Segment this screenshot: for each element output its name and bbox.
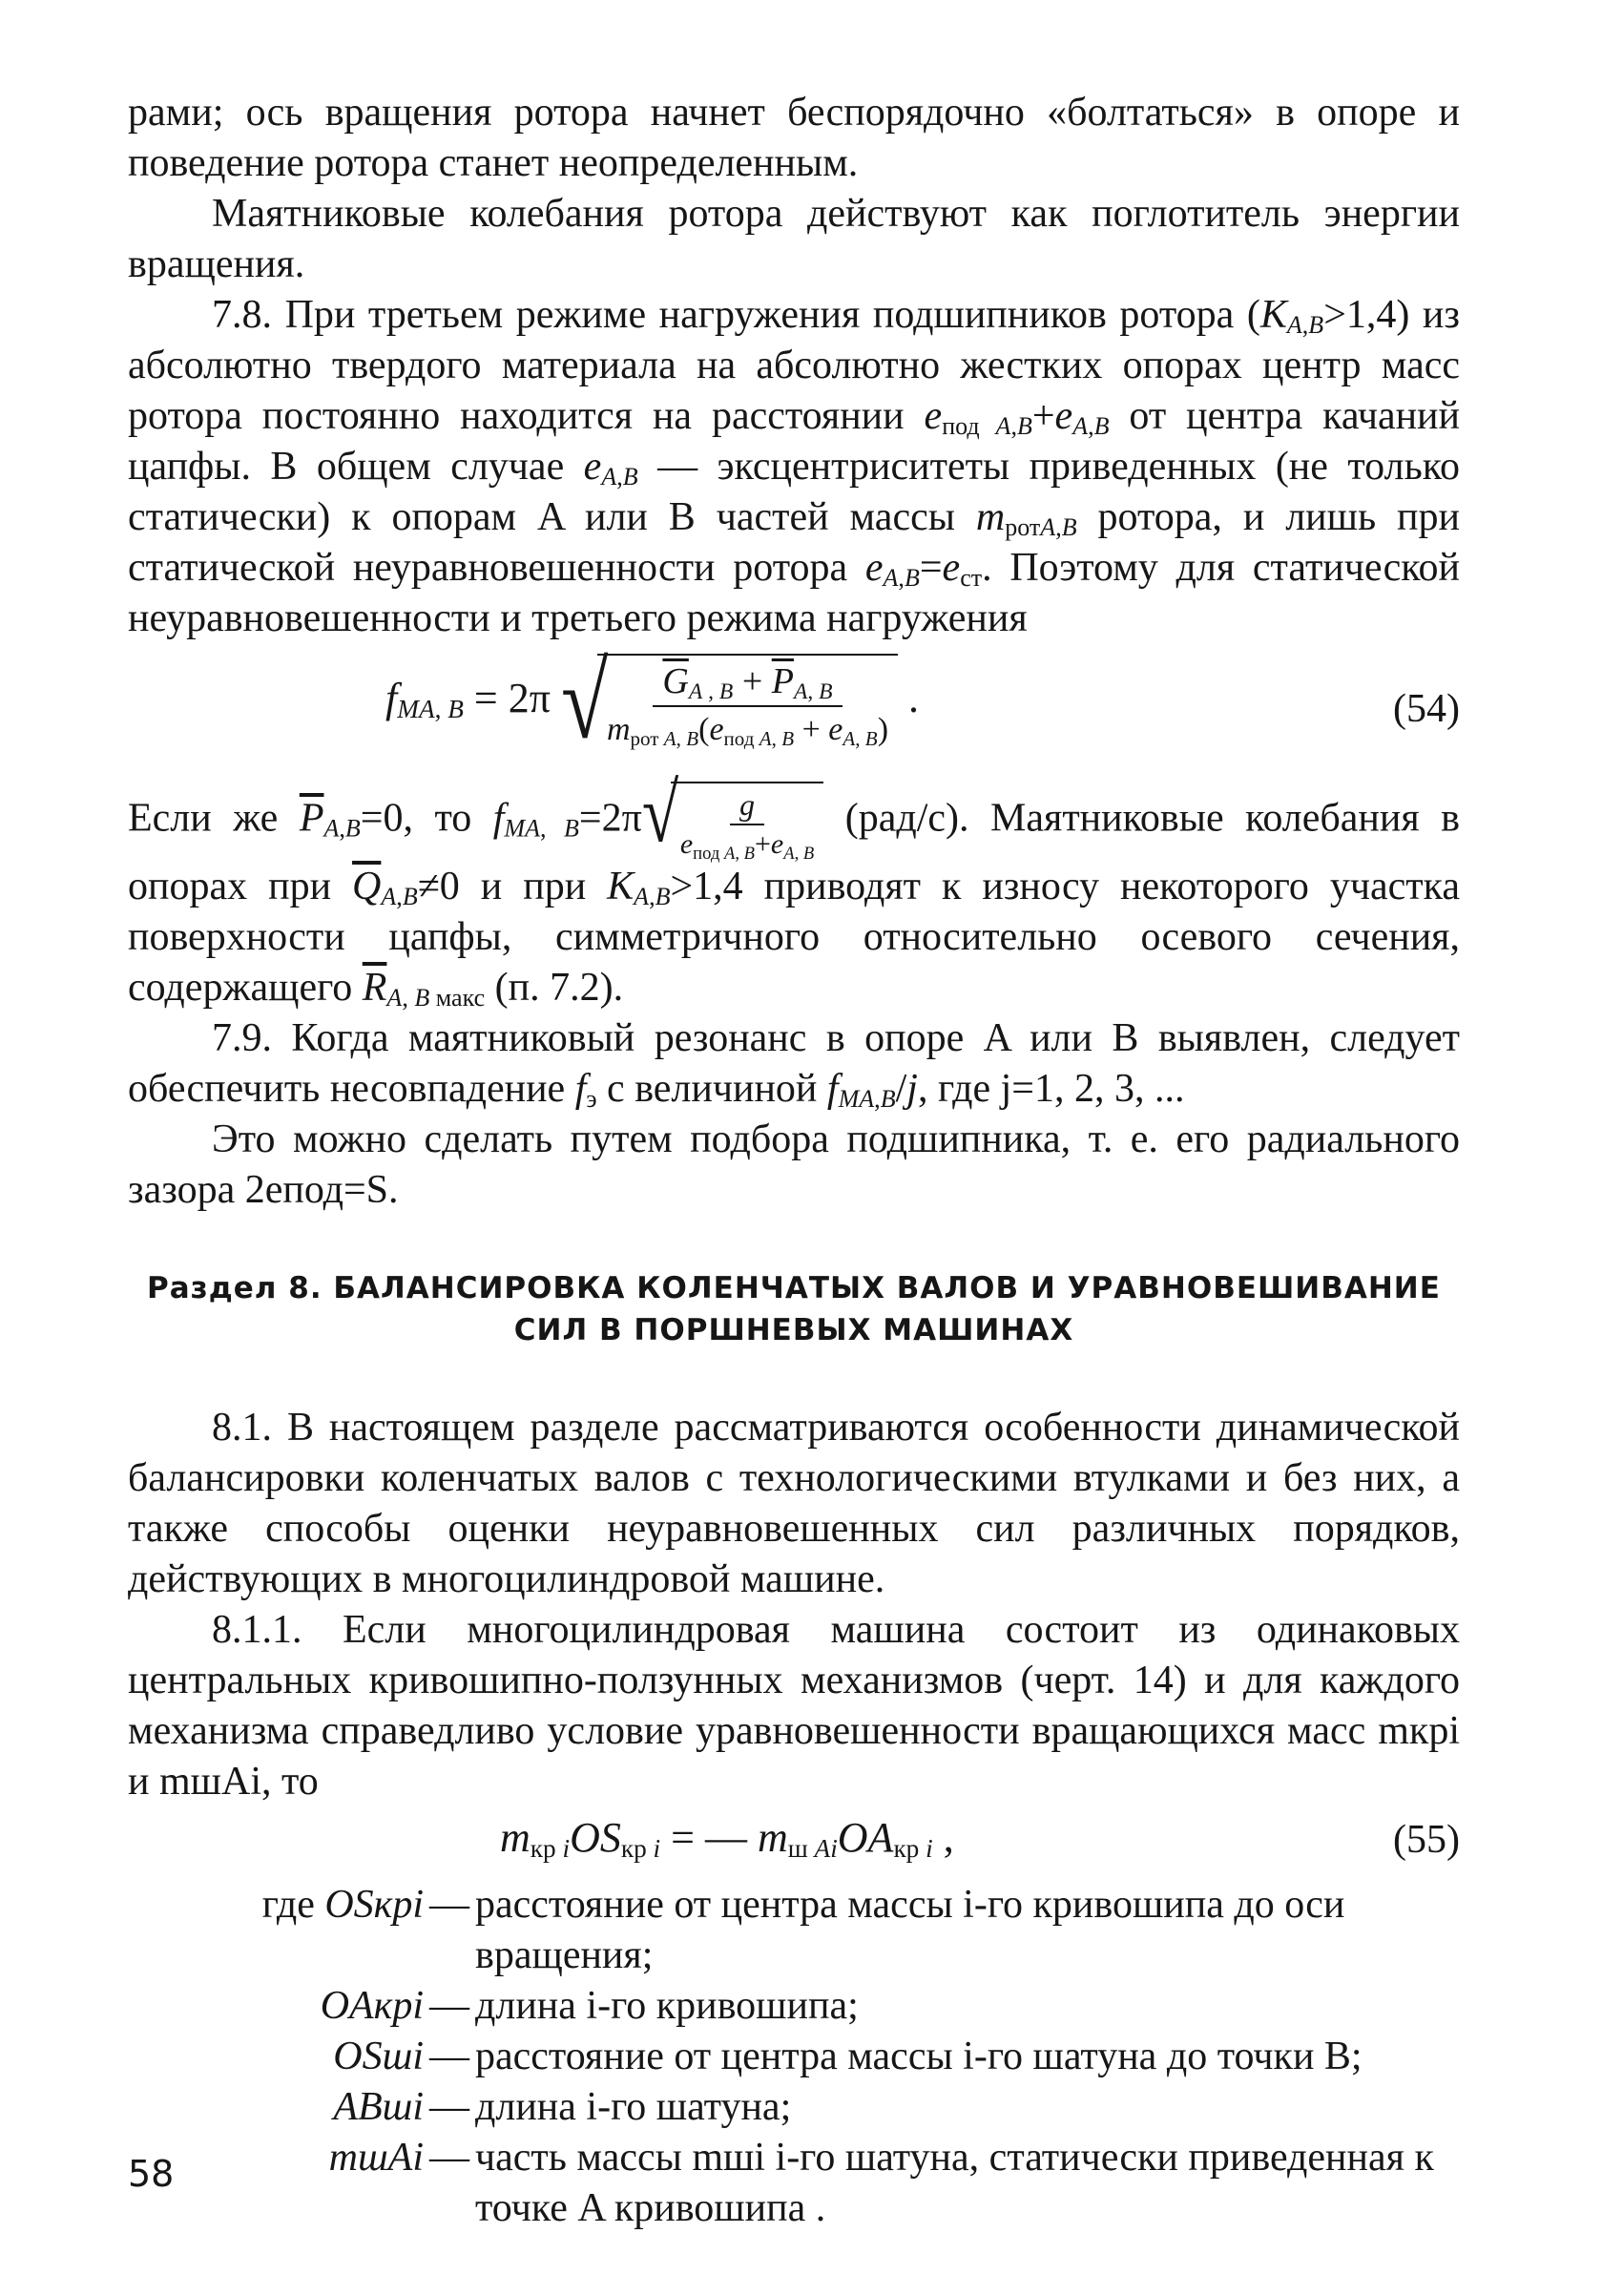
p5-part-a: 7.9. Когда маятниковый резонанс в опоре A или B выявлен, следует обеспечить несовпадение	[128, 1016, 1460, 1111]
definition-term: ABшi	[333, 2085, 424, 2129]
definition-row: где OSкрi — расстояние от центра массы i-го кривошипа до оси вращения;	[128, 1880, 1460, 1981]
definition-term: OAкрi	[320, 1984, 424, 2028]
sqrt-symbol: √ $\frac{G_{A , B} + \overline{P}_{A, B}}{m_{рот A, B}(e_{под A, B} + e_{A, B})}$	[561, 654, 898, 751]
definition-row: OAкрi — длина i-го кривошипа;	[128, 1981, 1460, 2032]
definition-text: расстояние от центра массы i-го кривошипа до оси вращения;	[475, 1883, 1345, 1977]
p3-part-c: от центра качаний цапфы. В общем случае	[128, 394, 1461, 489]
paragraph-bearing-selection: Это можно сделать путем подбора подшипника, т. е. его радиального зазора 2eпод=S.	[128, 1117, 1460, 1212]
p3-part-e: ротора, и лишь при статической неуравновешенности ротора	[128, 495, 1460, 590]
equation-55-number: (55)	[1393, 1818, 1460, 1862]
paragraph-pendulum-oscillations: Маятниковые колебания ротора действуют как поглотитель энергии вращения.	[128, 192, 1460, 286]
document-page	[128, 88, 1460, 2234]
definition-text: длина i-го кривошипа;	[475, 1984, 859, 2028]
paragraph-continuation: рами; ось вращения ротора начнет беспорядочно «болтаться» в опоре и поведение ротора станет неопределенным.	[128, 91, 1460, 185]
definition-row: ABшi — длина i-го шатуна;	[128, 2082, 1460, 2133]
p4-part-f: (п. 7.2).	[485, 966, 624, 1010]
definition-text: длина i-го шатуна;	[475, 2085, 792, 2129]
p3-part-a: 7.8. При третьем режиме нагружения подшипников ротора (	[212, 293, 1260, 337]
definition-text: часть массы mшi i-го шатуна, статически приведенная к точке A кривошипа .	[475, 2136, 1434, 2230]
definition-row: mшAi — часть массы mшi i-го шатуна, статически приведенная к точке A кривошипа .	[128, 2133, 1460, 2234]
definitions-list	[128, 1880, 1460, 2234]
p5-part-b: с величиной	[596, 1067, 827, 1111]
definition-term: mшAi	[328, 2136, 424, 2180]
paragraph-8-1-1: 8.1.1. Если многоцилиндровая машина состоит из одинаковых центральных кривошипно-ползунных механизмов (черт. 14) и для каждого механизма справедливо условие уравновешенности вращающихся масс mкрi и mшAi, то	[128, 1608, 1460, 1804]
paragraph-if-p-zero: Если же $\overline{P}_{A,B}=0$, то $f_{MA, B}=2\pi$ √ $\frac{g}{e_{под A, B}+e_{A, B}}$ (рад/с). Маятниковые колебания в опорах при $\overline{Q}_{A,B}\ne 0$ и при $K_{A,B}>1,4$ приводят к износу некоторого участка поверхности цапфы, симметричного относительно осевого сечения, содержащего $\overline{R}_{A, B макс}$ (п. 7.2).	[128, 768, 1461, 1012]
definition-row: OSшi — расстояние от центра массы i-го шатуна до точки B;	[128, 2032, 1460, 2082]
p4-part-b: =0, то	[360, 796, 493, 841]
p5-part-c: , где j=1, 2, 3, ...	[917, 1067, 1185, 1111]
definitions-intro: где	[261, 1883, 315, 1927]
section-heading-line1: Раздел 8. БАЛАНСИРОВКА КОЛЕНЧАТЫХ ВАЛОВ И УРАВНОВЕШИВАНИЕ	[147, 1271, 1441, 1305]
p4-part-d: ≠0 и при	[417, 865, 608, 908]
paragraph-8-1: 8.1. В настоящем разделе рассматриваются особенности динамической балансировки коленчатых валов с технологическими втулками и без них, а также способы оценки неуравновешенных сил различных порядков, действующих в многоцилиндровой машине.	[128, 1406, 1460, 1601]
p3-part-d: — эксцентриситеты приведенных (не только статически) к опорам A или B частей массы	[128, 445, 1460, 539]
page-number: 58	[128, 2153, 175, 2195]
definition-text: расстояние от центра массы i-го шатуна до точки B;	[475, 2035, 1363, 2078]
paragraph-7-9: 7.9. Когда маятниковый резонанс в опоре A или B выявлен, следует обеспечить несовпадение $f_э$ с величиной $f_{MA,B}/j$, где j=1, 2, 3, ...	[128, 1016, 1460, 1113]
p4-part-a: Если же	[128, 796, 300, 841]
p3-part-b: >1,4) из абсолютно твердого материала на абсолютно жестких опорах центр масс ротора постоянно находится на расстоянии	[128, 293, 1460, 438]
section-heading-line2: СИЛ В ПОРШНЕВЫХ МАШИНАХ	[513, 1313, 1074, 1347]
sqrt-symbol-inline: √ $\frac{g}{e_{под A, B}+e_{A, B}}$	[642, 782, 823, 862]
paragraph-7-8: 7.8. При третьем режиме нагружения подшипников ротора $(K_{A,B}>1,4)$ из абсолютно твердого материала на абсолютно жестких опорах центр масс ротора постоянно находится на расстоянии $e_{под A,B}+e_{A,B}$ от центра качаний цапфы. В общем случае $e_{A,B}$ — эксцентриситеты приведенных (не только статически) к опорам A или B частей массы $m_{ротA,B}$ ротора, и лишь при статической неуравновешенности ротора $e_{A,B}=e_{ст}$. Поэтому для статической неуравновешенности и третьего режима нагружения	[128, 293, 1461, 640]
equation-54: $f_{MA, B} = 2\pi$ √ $\frac{G_{A , B} + \overline{P}_{A, B}}{m_{рот A, B}(e_{под A, B} + e_{A, B})}$ . (54)	[385, 642, 1460, 762]
definition-term: OSкрi	[324, 1883, 424, 1927]
definition-term: OSшi	[333, 2035, 424, 2078]
p3-part-f: . Поэтому для статической неуравновешенности и третьего режима нагружения	[128, 546, 1460, 640]
equation-55: $m_{кр i}OS_{кр i}$ = — $m_{ш Ai}OA_{кр i}$ , (55)	[500, 1814, 1460, 1863]
equation-54-number: (54)	[1393, 687, 1460, 731]
p4-part-e: >1,4 приводят к износу некоторого участка поверхности цапфы, симметричного относительно осевого сечения, содержащего	[128, 865, 1461, 1010]
p4-part-c: (рад/с). Маятниковые колебания в опорах при	[128, 796, 1460, 908]
section-8-heading	[128, 1267, 1460, 1351]
